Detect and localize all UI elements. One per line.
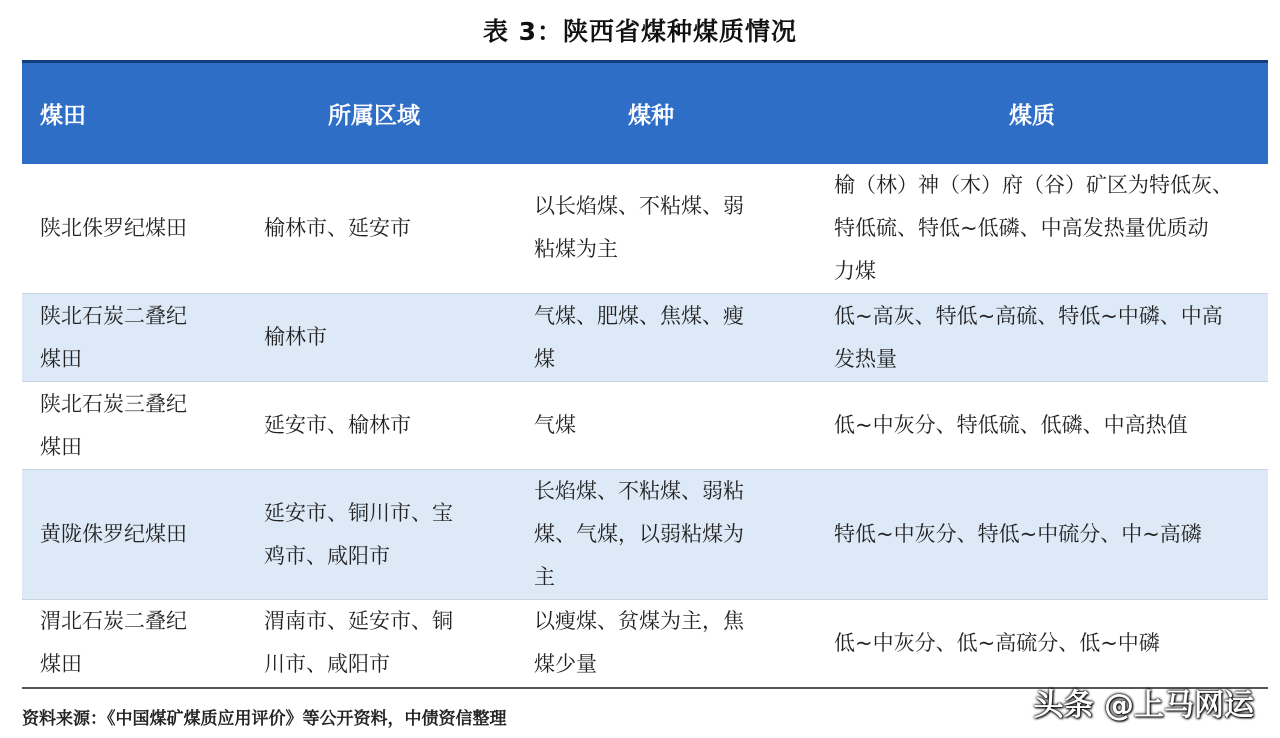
cell-line: 特低硫、特低~低磷、中高发热量优质动: [834, 215, 1209, 240]
cell-line: 低~中灰分、特低硫、低磷、中高热值: [834, 413, 1188, 437]
cell-line: 榆（林）神（木）府（谷）矿区为特低灰、: [834, 172, 1233, 197]
cell-coal-type: [506, 470, 796, 600]
cell-coalfield: [22, 164, 242, 294]
cell-line: 鸡市、咸阳市: [264, 543, 390, 568]
cell-line: 陕北石炭二叠纪: [40, 303, 187, 328]
cell-line: 陕北石炭三叠纪: [40, 391, 187, 416]
cell-coal-quality: [796, 294, 1268, 382]
cell-line: 煤、气煤，以弱粘煤为: [534, 522, 744, 546]
cell-coal-type: [506, 600, 796, 688]
cell-coal-quality: [796, 164, 1268, 294]
cell-line: 以长焰煤、不粘煤、弱: [534, 194, 744, 219]
source-note: 资料来源：《中国煤矿煤质应用评价》等公开资料，中债资信整理: [22, 709, 507, 729]
header-coal-quality: 煤质: [796, 62, 1268, 164]
coal-quality-table: [22, 60, 1268, 689]
cell-coal-quality: [796, 600, 1268, 688]
cell-line: 延安市、铜川市、宝: [264, 500, 453, 525]
cell-coalfield: [22, 382, 242, 470]
table-row: [22, 382, 1268, 470]
table-title: 表 3：陕西省煤种煤质情况: [482, 17, 798, 46]
cell-line: 长焰煤、不粘煤、弱粘: [534, 479, 744, 503]
cell-line: 煤: [534, 346, 555, 371]
table-row: [22, 294, 1268, 382]
cell-line: 陕北侏罗纪煤田: [40, 215, 187, 240]
cell-line: 渭南市、延安市、铜: [264, 609, 453, 634]
cell-region: [242, 164, 506, 294]
cell-line: 煤田: [40, 346, 82, 371]
cell-line: 粘煤为主: [534, 237, 618, 262]
cell-coalfield: [22, 294, 242, 382]
cell-coalfield: [22, 600, 242, 688]
cell-line: 榆林市: [264, 325, 327, 349]
cell-line: 主: [534, 565, 555, 589]
cell-region: [242, 294, 506, 382]
cell-line: 煤田: [40, 434, 82, 459]
table-row: [22, 600, 1268, 688]
cell-line: 特低~中灰分、特低~中硫分、中~高磷: [834, 522, 1202, 546]
cell-line: 低~中灰分、低~高硫分、低~中磷: [834, 630, 1160, 655]
cell-region: [242, 382, 506, 470]
cell-coalfield: [22, 470, 242, 600]
cell-line: 气煤、肥煤、焦煤、瘦: [534, 303, 744, 328]
cell-line: 煤少量: [534, 652, 597, 677]
cell-line: 以瘦煤、贫煤为主，焦: [534, 609, 744, 634]
cell-coal-type: [506, 382, 796, 470]
cell-line: 渭北石炭二叠纪: [40, 609, 187, 634]
cell-line: 力煤: [834, 258, 876, 283]
table-row: [22, 164, 1268, 294]
header-coal-type: 煤种: [506, 62, 796, 164]
cell-line: 川市、咸阳市: [264, 652, 390, 677]
cell-line: 榆林市、延安市: [264, 215, 411, 240]
cell-line: 煤田: [40, 652, 82, 677]
cell-coal-quality: [796, 470, 1268, 600]
table-row: [22, 470, 1268, 600]
watermark: 头条 @上马网运: [1033, 688, 1254, 723]
header-coalfield: 煤田: [22, 62, 242, 164]
cell-line: 黄陇侏罗纪煤田: [40, 522, 187, 546]
table-header-row: [22, 62, 1268, 164]
cell-region: [242, 470, 506, 600]
cell-line: 气煤: [534, 413, 576, 437]
header-region: 所属区域: [242, 62, 506, 164]
cell-coal-type: [506, 294, 796, 382]
cell-region: [242, 600, 506, 688]
cell-coal-type: [506, 164, 796, 294]
cell-line: 延安市、榆林市: [264, 413, 411, 437]
cell-coal-quality: [796, 382, 1268, 470]
cell-line: 低~高灰、特低~高硫、特低~中磷、中高: [834, 303, 1223, 328]
cell-line: 发热量: [834, 346, 897, 371]
